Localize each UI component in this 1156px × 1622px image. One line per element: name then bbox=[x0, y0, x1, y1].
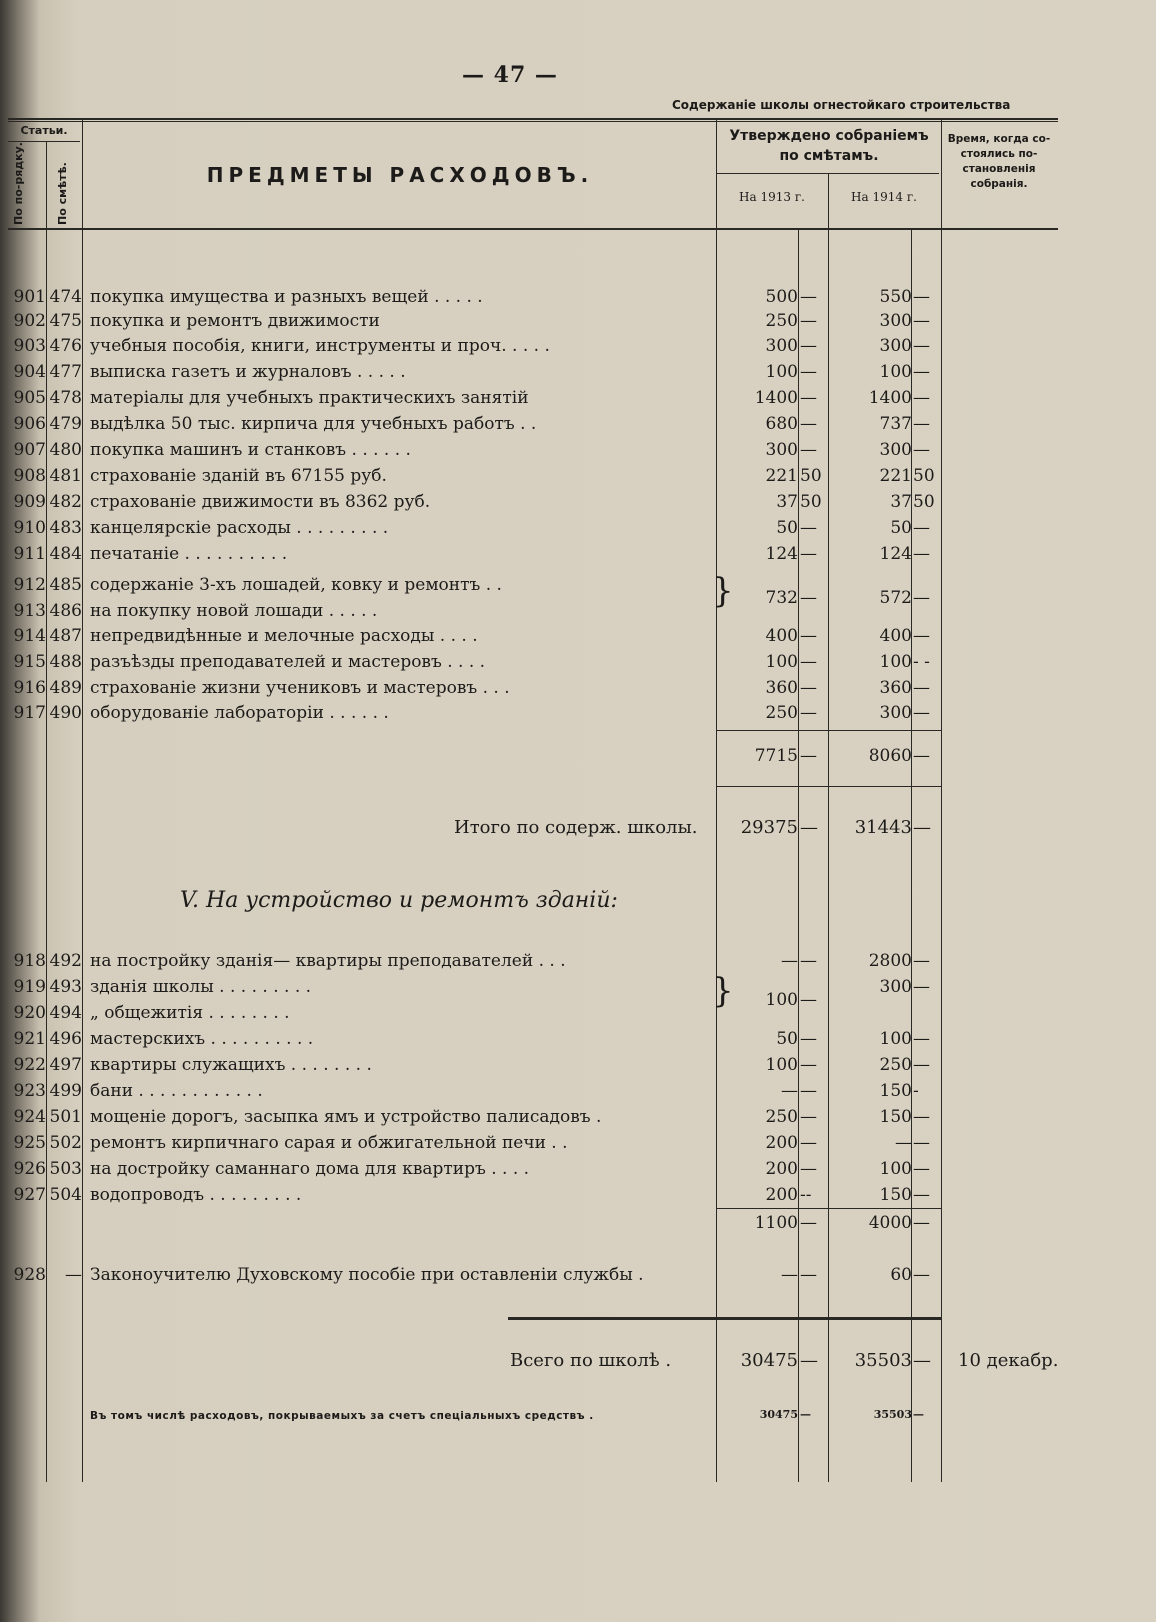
subtotal-row: 1100 — 4000 — bbox=[754, 1213, 930, 1233]
table-row: 927 504 водопроводъ . . . . . . . . . 200 -- 150 — bbox=[13, 1185, 930, 1205]
header-by-order: По по-рядку. bbox=[12, 142, 25, 225]
table-row: 902 475 покупка и ремонтъ движимости 250 — 300 — bbox=[13, 311, 930, 331]
table-row: 908 481 страхованіе зданій въ 67155 руб. 221 50 221 50 bbox=[13, 466, 935, 486]
table-row: 914 487 непредвидѣнные и мелочные расходы . . . . 400 — 400 — bbox=[13, 626, 930, 646]
section-heading: V. На устройство и ремонтъ зданій: bbox=[180, 888, 618, 913]
table-row: 915 488 разъѣзды преподавателей и мастеровъ . . . . 100 — 100 - - bbox=[13, 652, 930, 672]
table-row: 901 474 покупка имущества и разныхъ вещей . . . . . 500 — 550 — bbox=[13, 287, 930, 307]
header-1913: На 1913 г. bbox=[739, 190, 805, 204]
subtotal-rule bbox=[716, 1208, 941, 1209]
table-row: 909 482 страхованіе движимости въ 8362 руб. 37 50 37 50 bbox=[13, 492, 935, 512]
header-title: ПРЕДМЕТЫ РАСХОДОВЪ. bbox=[206, 163, 594, 187]
footnote-label: Въ томъ числѣ расходовъ, покрываемыхъ за счетъ спеціальныхъ средствъ . bbox=[90, 1410, 594, 1422]
table-row: 924 501 мощеніе дорогъ, засыпка ямъ и устройство палисадовъ . 250 — 150 — bbox=[13, 1107, 930, 1127]
table-row: 923 499 бани . . . . . . . . . . . . — — 150 - bbox=[13, 1081, 919, 1101]
table-row: 917 490 оборудованіе лабораторіи . . . . . . 250 — 300 — bbox=[13, 703, 930, 723]
subtotal-rule bbox=[716, 730, 941, 731]
brace: } bbox=[712, 971, 734, 1011]
grand-total-rule bbox=[508, 1317, 941, 1320]
table-row: 904 477 выписка газетъ и журналовъ . . . . . 100 — 100 — bbox=[13, 362, 930, 382]
table-row: 926 503 на достройку саманнаго дома для квартиръ . . . . 200 — 100 — bbox=[13, 1159, 930, 1179]
running-head: Содержаніе школы огнестойкаго строительства bbox=[672, 98, 1011, 112]
table-row: 918 492 на постройку зданія— квартиры преподавателей . . . — — 2800 — bbox=[13, 951, 930, 971]
table-row: 919 493 зданія школы . . . . . . . . . 300 — bbox=[13, 977, 930, 997]
table-row: 911 484 печатаніе . . . . . . . . . . 124 — 124 — bbox=[13, 544, 930, 564]
table-row: 928 — Законоучителю Духовскому пособіе при оставленіи службы . — — 60 — bbox=[13, 1265, 930, 1285]
itogo-row: Итого по содерж. школы. 29375 — 31443 — bbox=[454, 817, 931, 838]
header-bottom-rule bbox=[8, 228, 1058, 230]
header-articles: Статьи. bbox=[20, 124, 68, 137]
table-row: 907 480 покупка машинъ и станковъ . . . . . . 300 — 300 — bbox=[13, 440, 930, 460]
top-rule bbox=[8, 118, 1058, 120]
subtotal-row: 7715 — 8060 — bbox=[754, 746, 930, 766]
table-row: 912 485 содержаніе 3-хъ лошадей, ковку и ремонтъ . . bbox=[13, 575, 502, 595]
header-approved: Утверждено собраніемъ по смѣтамъ. bbox=[729, 128, 929, 164]
footnote-row: 30475 — 35503 — bbox=[759, 1408, 924, 1421]
header-time: Время, когда со-стоялись по-становленія собранія. bbox=[947, 133, 1051, 190]
table-row: 910 483 канцелярскіе расходы . . . . . . . . . 50 — 50 — bbox=[13, 518, 930, 538]
table-row: 921 496 мастерскихъ . . . . . . . . . . 50 — 100 — bbox=[13, 1029, 930, 1049]
table-row: 920 494 „ общежитія . . . . . . . . bbox=[13, 1003, 290, 1023]
header-1914: На 1914 г. bbox=[851, 190, 917, 204]
table-row: 925 502 ремонтъ кирпичнаго сарая и обжигательной печи . . 200 — — — bbox=[13, 1133, 930, 1153]
table-row: 905 478 матеріалы для учебныхъ практическихъ занятій 1400 — 1400 — bbox=[13, 388, 930, 408]
group-value-row: 732 — 572 — bbox=[765, 588, 930, 608]
itogo-rule bbox=[716, 786, 941, 787]
group-value-row: 100 — bbox=[765, 990, 817, 1010]
table-row: 906 479 выдѣлка 50 тыс. кирпича для учебныхъ работъ . . 680 — 737 — bbox=[13, 414, 930, 434]
header-by-estimate: По смѣтѣ. bbox=[56, 162, 69, 225]
top-rule-thin bbox=[8, 121, 1058, 122]
table-row: 916 489 страхованіе жизни учениковъ и мастеровъ . . . 360 — 360 — bbox=[13, 678, 930, 698]
grand-total-row: Всего по школѣ . 30475 — 35503 — 10 декабр. bbox=[510, 1350, 1059, 1371]
page-number: — 47 — bbox=[462, 62, 558, 88]
brace: } bbox=[712, 571, 734, 611]
table-row: 922 497 квартиры служащихъ . . . . . . . . 100 — 250 — bbox=[13, 1055, 930, 1075]
table-row: 903 476 учебныя пособія, книги, инструменты и проч. . . . . 300 — 300 — bbox=[13, 336, 930, 356]
table-row: 913 486 на покупку новой лошади . . . . . bbox=[13, 601, 378, 621]
